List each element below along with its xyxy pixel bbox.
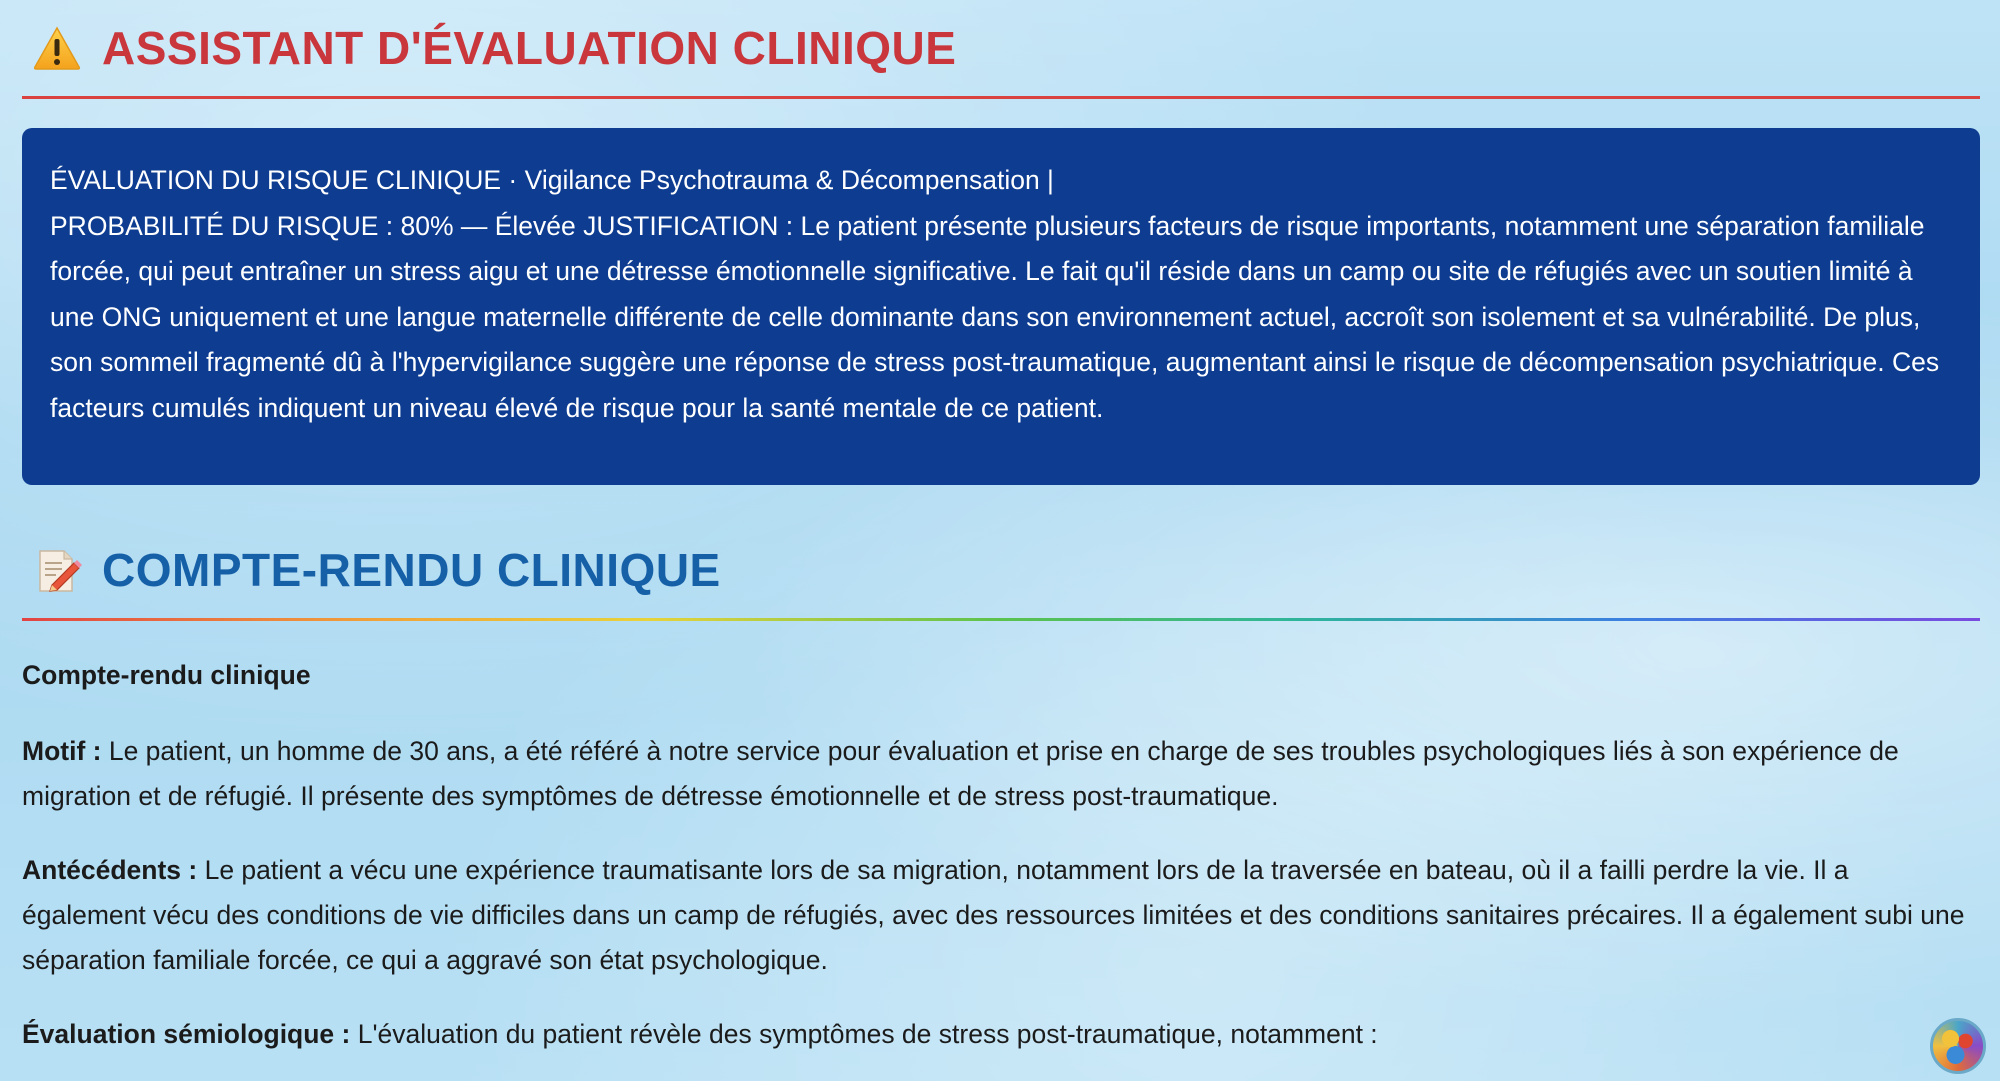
report-heading: Compte-rendu clinique	[22, 660, 311, 690]
warning-icon	[30, 21, 84, 75]
report-paragraph-semiologie	[22, 1012, 1972, 1057]
risk-panel-justification: PROBABILITÉ DU RISQUE : 80% — Élevée JUSTIFICATION : Le patient présente plusieurs facteurs de risque importants, notamment une séparation familiale forcée, qui peut entraîner un stress aigu et une détresse émotionnelle significative. Le fait qu'il réside dans un camp ou site de réfugiés avec un soutien limité à une ONG uniquement et une langue maternelle différente de celle dominante dans son environnement actuel, accroît son isolement et sa vulnérabilité. De plus, son sommeil fragmenté dû à l'hypervigilance suggère une réponse de stress post-traumatique, augmentant ainsi le risque de décompensation psychiatrique. Ces facteurs cumulés indiquent un niveau élevé de risque pour la santé mentale de ce patient.	[50, 210, 1940, 423]
assistant-avatar[interactable]	[1930, 1018, 1986, 1074]
report-section-header	[22, 522, 1980, 618]
risk-assessment-panel	[22, 128, 1980, 485]
page-content	[22, 0, 1980, 1057]
paragraph-label: Motif :	[22, 736, 102, 766]
section-divider	[22, 96, 1980, 99]
risk-panel-heading: ÉVALUATION DU RISQUE CLINIQUE · Vigilance Psychotrauma & Décompensation |	[50, 165, 1054, 195]
section-divider	[22, 618, 1980, 621]
paragraph-text: L'évaluation du patient révèle des symptômes de stress post-traumatique, notamment :	[350, 1019, 1378, 1049]
paragraph-text: Le patient a vécu une expérience traumatisante lors de sa migration, notamment lors de la traversée en bateau, où il a failli perdre la vie. Il a également vécu des conditions de vie difficiles dans un camp de réfugiés, avec des ressources limitées et des conditions sanitaires précaires. Il a également subi une séparation familiale forcée, ce qui a aggravé son état psychologique.	[22, 855, 1965, 975]
paragraph-label: Évaluation sémiologique :	[22, 1019, 351, 1049]
report-section-title: COMPTE-RENDU CLINIQUE	[102, 544, 721, 596]
clinical-report-body	[22, 653, 1972, 1057]
paragraph-text: Le patient, un homme de 30 ans, a été référé à notre service pour évaluation et prise en charge de ses troubles psychologiques liés à son expérience de migration et de réfugié. Il présente des symptômes de détresse émotionnelle et de stress post-traumatique.	[22, 736, 1899, 811]
risk-section-header	[22, 0, 1980, 96]
report-paragraph-motif	[22, 729, 1972, 819]
memo-pencil-icon	[30, 543, 84, 597]
report-paragraph-antecedents	[22, 848, 1972, 983]
risk-section-title: ASSISTANT D'ÉVALUATION CLINIQUE	[102, 22, 957, 74]
paragraph-label: Antécédents :	[22, 855, 198, 885]
